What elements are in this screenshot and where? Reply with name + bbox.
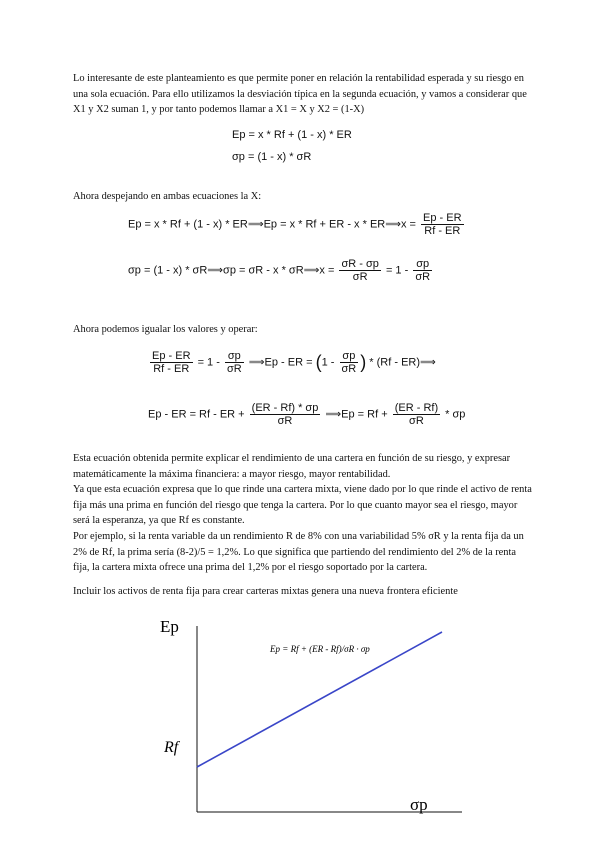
solve-risk-chain: σp = (1 - x) * σR⟹σp = σR - x * σR⟹x = <box>128 264 335 277</box>
solve-return-chain: Ep = x * Rf + (1 - x) * ER⟹Ep = x * Rf + ER - x * ER⟹x = <box>128 218 416 231</box>
equation-risk: σp = (1 - x) * σR <box>232 151 312 163</box>
equate-chain-b: * (Rf - ER)⟹ <box>369 356 436 369</box>
equate-fraction-3 <box>340 350 359 375</box>
fraction-numerator: σp <box>413 258 432 271</box>
chart-x-label: σp <box>410 795 428 814</box>
fraction-denominator: Rf - ER <box>153 363 190 375</box>
equate-step-1: $\frac{Ep - ER}{Rf - ER}$ = 1 - $\frac{\sigma p}{\sigma R}$ ⟹Ep - ER = (1 - $\frac{\sigma p}{\sigma R}$ ) * (Rf - ER)⟹ <box>152 350 436 375</box>
equate-chain-a: ⟹Ep - ER = <box>248 356 313 369</box>
despejando-paragraph: Ahora despejando en ambas ecuaciones la X: <box>73 191 262 202</box>
fraction-denominator: σR <box>409 415 424 427</box>
chart-annotation: Ep = Rf + (ER - Rf)/σR · σp <box>270 644 370 654</box>
fraction-denominator: σR <box>226 363 242 375</box>
fraction-denominator: σR <box>352 271 368 283</box>
explain-paragraph-2: Ya que esta ecuación expresa que lo que rinde una cartera mixta, viene dado por lo que rinde el activo de renta fija más una prima en función del riesgo que tenga la cartera. Por lo que cuanto mayor sea el riesgo, mayor será la esperanza, ya que Rf es constante. <box>73 484 532 526</box>
efficient-frontier-chart <box>152 612 468 830</box>
conclusion-paragraph: Incluir los activos de renta fija para crear carteras mixtas genera una nueva frontera eficiente <box>73 586 458 597</box>
equation-expected-return: Ep = x * Rf + (1 - x) * ER <box>232 129 352 141</box>
fraction-denominator: σR <box>415 271 431 283</box>
equate2-fraction <box>250 402 321 427</box>
solve-risk-fraction <box>339 258 380 283</box>
igualar-paragraph: Ahora podemos igualar los valores y operar: <box>73 324 258 335</box>
solve-x-from-return <box>128 212 466 237</box>
equate-step-2 <box>148 402 465 427</box>
equate2-chain-b: ⟹Ep = Rf + <box>325 408 388 421</box>
equate2-chain-a: Ep - ER = Rf - ER + <box>148 408 245 421</box>
chart-rf-label: Rf <box>164 739 179 756</box>
solve-x-from-risk <box>128 258 434 283</box>
fraction-numerator: (ER - Rf) <box>394 402 439 414</box>
equate-middle: = 1 - <box>197 356 220 369</box>
solve-risk-fraction-2 <box>413 258 432 283</box>
fraction-denominator: σR <box>277 415 293 427</box>
fraction-denominator: σR <box>341 363 357 375</box>
fraction-numerator: (ER - Rf) * σp <box>251 402 319 414</box>
fraction-numerator: σp <box>340 350 359 363</box>
equate-fraction <box>150 350 193 375</box>
solve-risk-middle: = 1 - <box>385 264 409 277</box>
solve-return-fraction <box>421 212 464 237</box>
explain-paragraph-3: Por ejemplo, si la renta variable da un rendimiento R de 8% con una variabilidad 5% σR y la renta fija da un 2% de Rf, la prima sería (8-2)/5 = 1,2%. Lo que significa que partiendo del rendimiento del 2% de la renta fija, la cartera mixta ofrece una prima del 1,2% por el riesgo soportado por la cartera. <box>73 531 524 573</box>
chart-y-label: Ep <box>160 617 179 636</box>
fraction-denominator: Rf - ER <box>424 225 461 237</box>
equate2-fraction-2 <box>393 402 440 427</box>
equate2-chain-c: * σp <box>445 408 466 421</box>
chart-svg <box>152 612 468 830</box>
fraction-numerator: Ep - ER <box>152 350 191 362</box>
intro-paragraph: Lo interesante de este planteamiento es que permite poner en relación la rentabilidad esperada y su riesgo en una sola ecuación. Para ello utilizamos la desviación típica en la segunda ecuación, y vamos a considerar que X1 y X2 suman 1, y por tanto podemos llamar a X1 = X y X2 = (1-X) <box>73 73 527 115</box>
equate-fraction-2 <box>225 350 244 375</box>
fraction-numerator: σR - σp <box>341 258 379 270</box>
equate-paren-inner: 1 - <box>321 356 335 369</box>
fraction-numerator: Ep - ER <box>423 212 462 224</box>
explain-paragraph-1: Esta ecuación obtenida permite explicar el rendimiento de una cartera en función de su riesgo, y expresar matemáticamente la máxima financiera: a mayor riesgo, mayor rentabilidad. <box>73 453 511 480</box>
fraction-numerator: σp <box>225 350 244 363</box>
